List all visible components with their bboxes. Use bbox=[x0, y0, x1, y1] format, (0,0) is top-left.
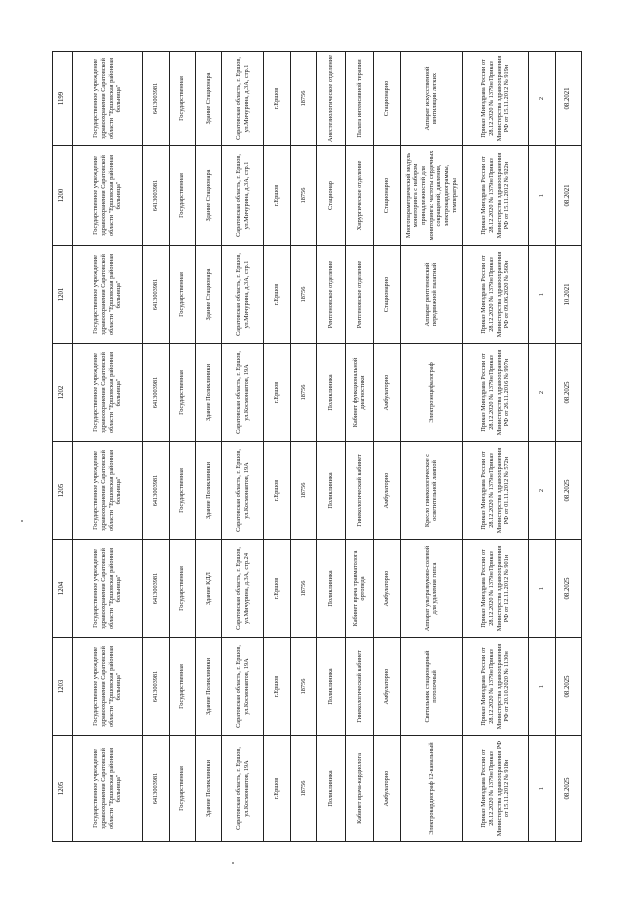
table-cell-code: 18756 bbox=[290, 442, 316, 540]
table-cell-date: 08.2025 bbox=[555, 638, 582, 736]
table-cell-city: г.Ершов bbox=[264, 344, 290, 442]
table-cell-room: Хирургическое отделение bbox=[345, 146, 374, 246]
table-cell-id: 1200 bbox=[53, 146, 73, 246]
table-cell-building: Здание Поликлиники bbox=[196, 344, 222, 442]
table-row-room bbox=[345, 52, 374, 842]
table-cell-city: г.Ершов bbox=[264, 540, 290, 638]
table-cell-id: 1203 bbox=[53, 638, 73, 736]
table-cell-id: 1199 bbox=[53, 52, 73, 146]
table-cell-inn: 6413003981 bbox=[143, 344, 169, 442]
table-cell-room: Рентгеновское отделение bbox=[345, 246, 374, 344]
table-cell-unit: Анестезиологическое отделение bbox=[317, 52, 346, 146]
table-cell-inn: 6413003981 bbox=[143, 52, 169, 146]
table-cell-mode: Стационарно bbox=[374, 52, 400, 146]
table-cell-org: Государственное учреждение здравоохранения Саратовской области "Ершовская районная больница" bbox=[72, 146, 142, 246]
table-cell-inn: 6413003981 bbox=[143, 246, 169, 344]
table-cell-qty: 2 bbox=[529, 344, 555, 442]
table-cell-order: Приказ Минздрава России от 28.12.2020 № 1379н/Приказ Министерства здравоохранения РФ от 12.11.2012 № 901н bbox=[463, 540, 529, 638]
table-cell-org: Государственное учреждение здравоохранения Саратовской области "Ершовская районная больница" bbox=[72, 52, 142, 146]
table-cell-ownership: Государственная bbox=[169, 442, 195, 540]
table-cell-id: 1205 bbox=[53, 736, 73, 842]
table-cell-order: Приказ Минздрава России от 28.12.2020 № 1379н/Приказ Министерства здравоохранения РФ от 20.10.2020 № 1130н bbox=[463, 638, 529, 736]
table-cell-city: г.Ершов bbox=[264, 736, 290, 842]
table-cell-org: Государственное учреждение здравоохранения Саратовской области "Ершовская районная больница" bbox=[72, 442, 142, 540]
table-cell-unit: Рентгеновское отделение bbox=[317, 246, 346, 344]
table-cell-qty: 1 bbox=[529, 146, 555, 246]
table-cell-date: 08.2021 bbox=[555, 146, 582, 246]
table-row-city bbox=[264, 52, 290, 842]
table-cell-building: Здание Стационара bbox=[196, 52, 222, 146]
scan-speck bbox=[21, 520, 23, 522]
table-cell-date: 08.2025 bbox=[555, 540, 582, 638]
table-cell-order: Приказ Минздрава России от 28.12.2020 № 1379н/Приказ Министерства здравоохранения РФ от 15.11.2012 № 918н bbox=[463, 736, 529, 842]
table-cell-mode: Амбулаторно bbox=[374, 540, 400, 638]
table-cell-ownership: Государственная bbox=[169, 540, 195, 638]
table-cell-city: г.Ершов bbox=[264, 442, 290, 540]
table-cell-inn: 6413003981 bbox=[143, 736, 169, 842]
table-cell-equipment: Кресло гинекологическое с осветительной лампой bbox=[400, 442, 462, 540]
table-row-id bbox=[53, 52, 73, 842]
table-row-qty bbox=[529, 52, 555, 842]
table-cell-qty: 1 bbox=[529, 736, 555, 842]
scan-speck bbox=[232, 862, 234, 864]
table-cell-qty: 1 bbox=[529, 638, 555, 736]
table-cell-org: Государственное учреждение здравоохранения Саратовской области "Ершовская районная больница" bbox=[72, 344, 142, 442]
table-cell-date: 08.2021 bbox=[555, 52, 582, 146]
table-cell-address: Саратовская область, г. Ершов, ул.Мичурина, д.3А, стр.1 bbox=[222, 246, 264, 344]
table-cell-id: 1201 bbox=[53, 246, 73, 344]
table-cell-inn: 6413003981 bbox=[143, 146, 169, 246]
table-row-unit bbox=[317, 52, 346, 842]
table-cell-ownership: Государственная bbox=[169, 52, 195, 146]
table-cell-unit: Поликлиника bbox=[317, 540, 346, 638]
table-row-ownership bbox=[169, 52, 195, 842]
table-cell-address: Саратовская область, г. Ершов, ул.Космонавтов, 19А bbox=[222, 638, 264, 736]
table-cell-qty: 1 bbox=[529, 540, 555, 638]
table-cell-city: г.Ершов bbox=[264, 246, 290, 344]
table-cell-room: Кабинет функциональной диагностики bbox=[345, 344, 374, 442]
table-cell-ownership: Государственная bbox=[169, 146, 195, 246]
table-cell-org: Государственное учреждение здравоохранения Саратовской области "Ершовская районная больница" bbox=[72, 736, 142, 842]
table-cell-qty: 2 bbox=[529, 52, 555, 146]
table-cell-code: 18756 bbox=[290, 344, 316, 442]
table-cell-room: Палата интенсивной терапии bbox=[345, 52, 374, 146]
table-cell-mode: Амбулаторно bbox=[374, 638, 400, 736]
table-cell-unit: Стационар bbox=[317, 146, 346, 246]
table-cell-qty: 1 bbox=[529, 246, 555, 344]
table-cell-mode: Стационарно bbox=[374, 146, 400, 246]
table-cell-code: 18756 bbox=[290, 146, 316, 246]
equipment-table bbox=[52, 51, 582, 842]
table-cell-address: Саратовская область, г. Ершов, ул.Космонавтов, 19А bbox=[222, 344, 264, 442]
table-cell-building: Здание Стационара bbox=[196, 246, 222, 344]
table-cell-address: Саратовская область, г. Ершов, ул.Космонавтов, 19А bbox=[222, 736, 264, 842]
table-cell-inn: 6413003981 bbox=[143, 638, 169, 736]
table-cell-date: 08.2025 bbox=[555, 736, 582, 842]
table-cell-code: 18756 bbox=[290, 736, 316, 842]
table-cell-room: Гинекологический кабинет bbox=[345, 638, 374, 736]
table-cell-id: 1202 bbox=[53, 344, 73, 442]
table-cell-mode: Стационарно bbox=[374, 246, 400, 344]
table-row-order bbox=[463, 52, 529, 842]
table-cell-equipment: Многопараметрический модуль мониторинга с набором принадлежностей для мониторинга: частоты сердечных сокращений, давления, электрокардиограммы, температуры bbox=[400, 146, 462, 246]
table-cell-equipment: Светильник стационарный потолочный bbox=[400, 638, 462, 736]
table-cell-building: Здание КДЛ bbox=[196, 540, 222, 638]
table-cell-ownership: Государственная bbox=[169, 638, 195, 736]
table-cell-inn: 6413003981 bbox=[143, 442, 169, 540]
table-cell-order: Приказ Минздрава России от 28.12.2020 № 1379н/Приказ Министерства здравоохранения РФ от 15.11.2012 № 922н bbox=[463, 146, 529, 246]
table-cell-building: Здание Поликлиники bbox=[196, 442, 222, 540]
table-cell-code: 18756 bbox=[290, 540, 316, 638]
table-cell-unit: Поликлиника bbox=[317, 344, 346, 442]
table-cell-id: 1204 bbox=[53, 540, 73, 638]
table-cell-mode: Амбулаторно bbox=[374, 442, 400, 540]
table-cell-id: 1205 bbox=[53, 442, 73, 540]
table-cell-unit: Поликлиника bbox=[317, 442, 346, 540]
table-cell-order: Приказ Минздрава России от 28.12.2020 № 1379н/Приказ Министерства здравоохранения РФ от 26.11.2016 № 997н bbox=[463, 344, 529, 442]
table-cell-order: Приказ Минздрава России от 28.12.2020 № 1379н/Приказ Министерства здравоохранения РФ от 09.06.2020 № 560н bbox=[463, 246, 529, 344]
table-cell-qty: 2 bbox=[529, 442, 555, 540]
table-cell-building: Здание Стационара bbox=[196, 146, 222, 246]
table-row-mode bbox=[374, 52, 400, 842]
table-cell-equipment: Электроэнцефалограф bbox=[400, 344, 462, 442]
table-row-building bbox=[196, 52, 222, 842]
table-cell-code: 18756 bbox=[290, 246, 316, 344]
table-cell-address: Саратовская область, г. Ершов, ул.Мичурина, д.3А, стр.1 bbox=[222, 52, 264, 146]
table-cell-equipment: Электрокардиограф 12-канальный bbox=[400, 736, 462, 842]
table-cell-code: 18756 bbox=[290, 52, 316, 146]
table-row-date bbox=[555, 52, 582, 842]
table-cell-address: Саратовская область, г. Ершов, ул.Мичурина, д.3А, стр.24 bbox=[222, 540, 264, 638]
table-row-org bbox=[72, 52, 142, 842]
table-cell-org: Государственное учреждение здравоохранения Саратовской области "Ершовская районная больница" bbox=[72, 638, 142, 736]
table-cell-room: Кабинет врача-кардиолога bbox=[345, 736, 374, 842]
table-row-equipment bbox=[400, 52, 462, 842]
table-cell-code: 18756 bbox=[290, 638, 316, 736]
table-cell-ownership: Государственная bbox=[169, 246, 195, 344]
table-row-address bbox=[222, 52, 264, 842]
table-cell-order: Приказ Минздрава России от 28.12.2020 № 1379н/Приказ Министерства здравоохранения РФ от 15.11.2012 № 919н bbox=[463, 52, 529, 146]
table-cell-mode: Амбулаторно bbox=[374, 344, 400, 442]
table-cell-date: 10.2021 bbox=[555, 246, 582, 344]
table-cell-building: Здание Поликлиники bbox=[196, 736, 222, 842]
table-cell-org: Государственное учреждение здравоохранения Саратовской области "Ершовская районная больница" bbox=[72, 246, 142, 344]
table-cell-address: Саратовская область, г. Ершов, ул.Космонавтов, 19А bbox=[222, 442, 264, 540]
table-cell-unit: Поликлиника bbox=[317, 736, 346, 842]
table-cell-city: г.Ершов bbox=[264, 638, 290, 736]
table-cell-order: Приказ Минздрава России от 28.12.2020 № 1379н/Приказ Министерства здравоохранения РФ от 01.11.2012 № 572н bbox=[463, 442, 529, 540]
table-row-code bbox=[290, 52, 316, 842]
table-cell-ownership: Государственная bbox=[169, 736, 195, 842]
table-cell-org: Государственное учреждение здравоохранения Саратовской области "Ершовская районная больница" bbox=[72, 540, 142, 638]
table-cell-building: Здание Поликлиники bbox=[196, 638, 222, 736]
table-cell-room: Кабинет врача травматолога ортопеда bbox=[345, 540, 374, 638]
table-cell-date: 08.2025 bbox=[555, 344, 582, 442]
table-cell-city: г.Ершов bbox=[264, 52, 290, 146]
table-cell-date: 08.2025 bbox=[555, 442, 582, 540]
table-cell-room: Гинекологический кабинет bbox=[345, 442, 374, 540]
table-row-inn bbox=[143, 52, 169, 842]
table-cell-equipment: Аппарат ультразвуково-солевой для удаления гипса bbox=[400, 540, 462, 638]
rotated-table-wrapper bbox=[52, 52, 582, 842]
table-cell-city: г.Ершов bbox=[264, 146, 290, 246]
table-cell-unit: Поликлиника bbox=[317, 638, 346, 736]
table-cell-address: Саратовская область, г. Ершов, ул.Мичурина, д.3А, стр.1 bbox=[222, 146, 264, 246]
table-cell-ownership: Государственная bbox=[169, 344, 195, 442]
table-cell-inn: 6413003981 bbox=[143, 540, 169, 638]
table-cell-equipment: Аппарат искусственной вентиляции легких bbox=[400, 52, 462, 146]
table-cell-equipment: Аппарат рентгеновский передвижной палатный bbox=[400, 246, 462, 344]
table-cell-mode: Амбулаторно bbox=[374, 736, 400, 842]
